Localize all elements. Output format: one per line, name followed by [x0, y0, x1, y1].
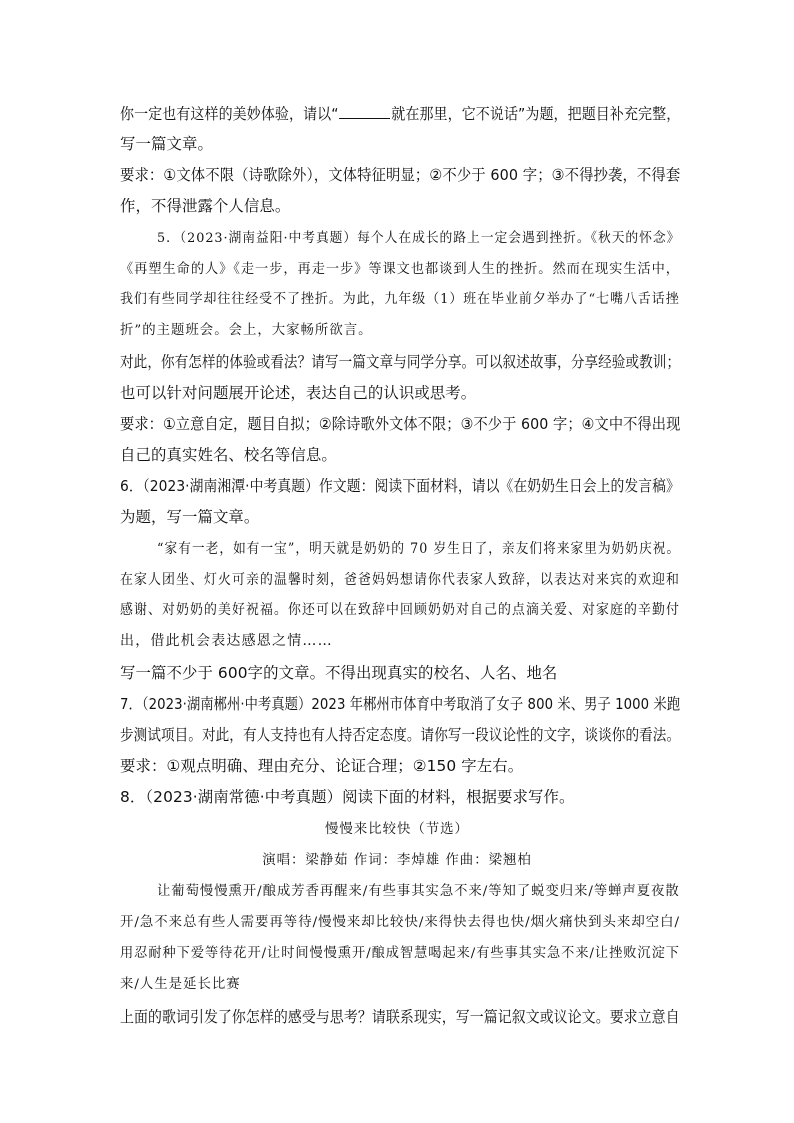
prompt-text-after: 就在那里，它不说话”为题，把题目补充完整， — [391, 105, 681, 123]
paragraph-line: 也可以针对问题展开论述，表达自己的认识或思考。 — [120, 384, 477, 402]
paragraph-line: 步测试项目。对此，有人支持也有人持否定态度。请你写一段议论性的文字，谈谈你的看法。 — [120, 726, 681, 744]
material-line: “家有一老，如有一宝”，明天就是奶奶的 70 岁生日了，亲友们将来家里为奶奶庆祝。 — [157, 541, 681, 557]
paragraph-line — [120, 104, 680, 124]
lyrics-line: 来/人生是延长比赛 — [120, 977, 241, 992]
question-7-header: 7．（2023·湖南郴州·中考真题）2023 年郴州市体育中考取消了女子 800 米、男子 1000 米跑 — [120, 695, 681, 713]
question-8-header: 8．（2023·湖南常德·中考真题）阅读下面的材料，根据要求写作。 — [120, 788, 575, 806]
song-credits: 演唱：梁静茹 作词：李焯雄 作曲：梁翘柏 — [262, 853, 532, 868]
material-line: 折”的主题班会。会上，大家畅所欲言。 — [120, 323, 373, 338]
material-line: 我们有些同学却往往经受不了挫折。为此，九年级（1）班在毕业前夕举办了“七嘴八舌话挫 — [120, 292, 680, 307]
paragraph-line: 写一篇文章。 — [120, 135, 213, 153]
fill-in-blank — [339, 104, 390, 119]
requirement-line: 自己的真实姓名、校名等信息。 — [120, 446, 337, 464]
paragraph-line: 对此，你有怎样的体验或看法？请写一篇文章与同学分享。可以叙述故事，分享经验或教训； — [120, 353, 681, 371]
material-line: 在家人团坐、灯火可亲的温馨时刻，爸爸妈妈想请你代表家人致辞，以表达对来宾的欢迎和 — [120, 572, 681, 588]
requirement-line: 写一篇不少于 600字的文章。不得出现真实的校名、人名、地名 — [120, 664, 558, 682]
requirement-line: 要求：①观点明确、理由充分、论证合理；②150 字左右。 — [120, 757, 524, 775]
lyrics-line: 开/急不来总有些人需要再等待/慢慢来却比较快/来得快去得也快/烟火痛快到头来却空白/ — [120, 915, 681, 930]
song-title: 慢慢来比较快（节选） — [325, 822, 469, 837]
paragraph-line: 上面的歌词引发了你怎样的感受与思考？请联系现实，写一篇记叙文或议论文。要求立意自 — [120, 1008, 680, 1026]
requirement-line: 作，不得泄露个人信息。 — [120, 197, 291, 215]
material-line: 《再塑生命的人》《走一步，再走一步》等课文也都谈到人生的挫折。然而在现实生活中， — [120, 262, 680, 277]
requirement-line: 要求：①立意自定，题目自拟；②除诗歌外文体不限；③不少于 600 字；④文中不得出现 — [120, 415, 681, 433]
lyrics-line: 用忍耐种下爱等待花开/让时间慢慢熏开/酿成智慧喝起来/有些事其实急不来/让挫败沉淀下 — [120, 946, 680, 961]
requirement-line: 要求：①文体不限（诗歌除外），文体特征明显；②不少于 600 字；③不得抄袭，不得套 — [120, 166, 681, 184]
paragraph-line: 为题，写一篇文章。 — [120, 508, 260, 526]
material-line: 感谢、对奶奶的美好祝福。你还可以在致辞中回顾奶奶对自己的点滴关爱、对家庭的辛勤付 — [120, 602, 681, 618]
prompt-text-before: 你一定也有这样的美妙体验，请以“ — [120, 105, 339, 123]
question-6-header: 6．（2023·湖南湘潭·中考真题）作文题：阅读下面材料，请以《在奶奶生日会上的发言稿》 — [120, 477, 680, 495]
question-5-header: 5．（2023·湖南益阳·中考真题）每个人在成长的路上一定会遇到挫折。《秋天的怀念》 — [157, 231, 681, 246]
material-line: 出，借此机会表达感恩之情…… — [120, 633, 333, 649]
lyrics-line: 让葡萄慢慢熏开/酿成芳香再醒来/有些事其实急不来/等知了蜕变归来/等蝉声夏夜散 — [157, 884, 680, 899]
